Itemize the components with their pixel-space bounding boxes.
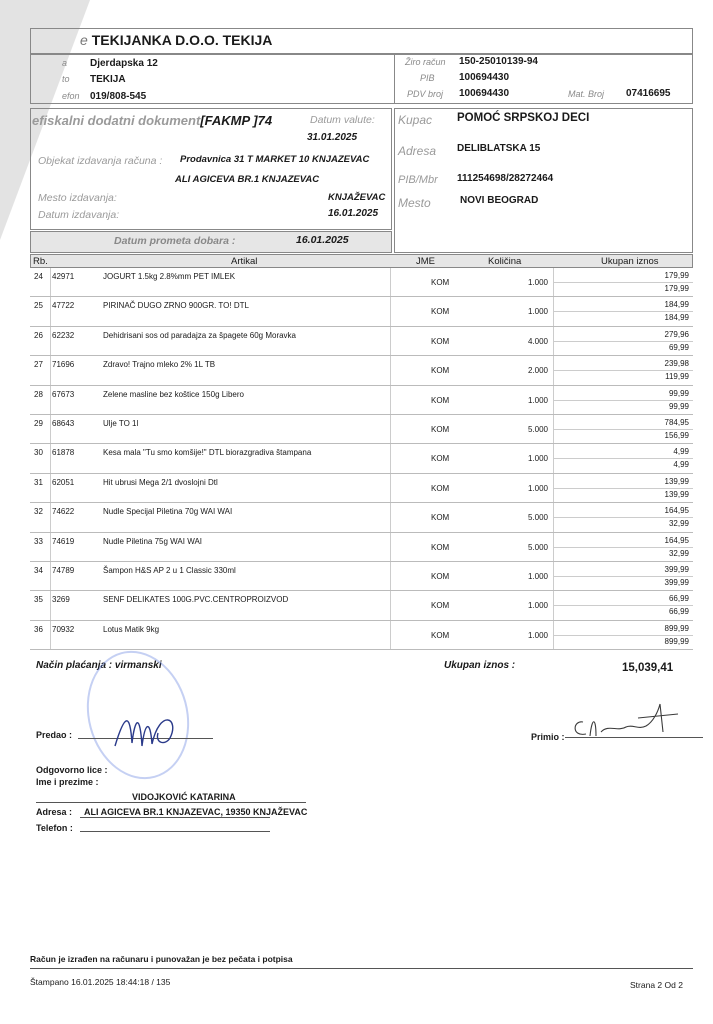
- row-divider: [553, 605, 693, 606]
- row-number: 31: [34, 477, 43, 487]
- telefon-label: Telefon :: [36, 823, 73, 833]
- odgovorno-label: Odgovorno lice :: [36, 765, 108, 775]
- item-amount: 139,99: [664, 476, 689, 486]
- buyer-pib-label: PIB/Mbr: [398, 174, 438, 186]
- print-timestamp: Štampano 16.01.2025 18:44:18 / 135: [30, 977, 171, 987]
- company-mb: 07416695: [626, 88, 671, 99]
- table-row: [30, 268, 693, 297]
- item-unit-price: 66,99: [668, 607, 689, 617]
- item-name: Lotus Matik 9kg: [103, 624, 160, 634]
- item-quantity: 1.000: [527, 278, 548, 287]
- mb-label: Mat. Broj: [568, 89, 605, 99]
- account-number: 150-25010139-94: [459, 56, 538, 67]
- total-value: 15,039,41: [622, 662, 674, 674]
- item-amount: 99,99: [668, 388, 689, 398]
- total-label: Ukupan iznos :: [444, 660, 516, 671]
- item-code: 42971: [52, 272, 75, 281]
- row-divider: [553, 458, 693, 459]
- item-name: Zdravo! Trajno mleko 2% 1L TB: [103, 360, 216, 370]
- footer-note: Račun je izrađen na računaru i punovažan je bez pečata i potpisa: [30, 954, 293, 964]
- row-number: 30: [34, 448, 43, 458]
- item-name: Kesa mala "Tu smo komšije!" DTL biorazgradiva štampana: [103, 448, 312, 458]
- phone-label: efon: [62, 91, 80, 101]
- table-row: [30, 474, 693, 503]
- item-unit: KOM: [431, 630, 450, 640]
- row-number: 28: [34, 389, 43, 399]
- table-row: [30, 621, 693, 650]
- item-unit: KOM: [431, 366, 450, 376]
- page-number: Strana 2 Od 2: [630, 980, 683, 990]
- item-quantity: 1.000: [527, 307, 548, 317]
- table-row: [30, 503, 693, 532]
- row-divider: [50, 474, 51, 502]
- item-quantity: 2.000: [527, 366, 548, 376]
- col-iznos: Ukupan iznos: [601, 256, 659, 267]
- buyer-label: Kupac: [398, 113, 433, 127]
- item-amount: 4,99: [673, 447, 689, 457]
- item-name: SENF DELIKATES 100G.PVC.CENTROPROIZVOD: [103, 595, 289, 605]
- table-row: [30, 415, 693, 444]
- item-unit: KOM: [431, 513, 450, 523]
- company-city: TEKIJA: [90, 74, 126, 85]
- place-value: KNJAŽEVAC: [328, 192, 386, 203]
- company-name-text: TEKIJANKA D.O.O. TEKIJA: [91, 32, 273, 48]
- item-name: JOGURT 1.5kg 2.8%mm PET IMLEK: [103, 272, 236, 281]
- date-value: 16.01.2025: [328, 208, 379, 219]
- row-divider: [50, 533, 51, 561]
- place-label: Mesto izdavanja:: [38, 192, 117, 204]
- item-unit-price: 899,99: [664, 636, 689, 646]
- buyer-name: POMOĆ SRPSKOJ DECI: [457, 112, 590, 124]
- item-code: 74622: [52, 507, 75, 517]
- row-divider: [553, 635, 693, 636]
- item-amount: 66,99: [668, 594, 689, 604]
- row-number: 35: [34, 595, 43, 605]
- document-number: [FAKMP ]74: [200, 113, 273, 128]
- row-number: 29: [34, 419, 43, 428]
- item-unit-price: 156,99: [664, 431, 689, 440]
- item-amount: 164,95: [664, 506, 689, 516]
- item-unit-price: 119,99: [665, 372, 689, 382]
- item-amount: 184,99: [664, 300, 689, 310]
- item-amount: 164,95: [664, 535, 689, 545]
- item-amount: 399,99: [664, 565, 689, 574]
- item-name: Dehidrisani sos od paradajza za špagete 60g Moravka: [103, 330, 297, 340]
- table-header: [30, 254, 693, 268]
- item-unit: KOM: [431, 307, 450, 317]
- item-code: 61878: [52, 448, 75, 458]
- pdv-label: PDV broj: [407, 89, 444, 99]
- item-name: Nudle Piletina 75g WAI WAI: [103, 536, 203, 546]
- row-divider: [50, 297, 51, 325]
- item-amount: 279,96: [664, 329, 689, 339]
- item-unit-price: 69,99: [668, 342, 689, 352]
- item-code: 67673: [52, 389, 75, 399]
- item-quantity: 1.000: [527, 483, 548, 493]
- responsible-person: VIDOJKOVIĆ KATARINA: [132, 792, 236, 802]
- buyer-address-label: Adresa: [398, 144, 437, 158]
- item-code: 74789: [52, 566, 75, 575]
- row-divider: [50, 268, 51, 296]
- item-unit: KOM: [431, 395, 450, 405]
- buyer-place-label: Mesto: [398, 196, 431, 210]
- item-unit: KOM: [431, 483, 450, 493]
- item-unit: KOM: [431, 454, 450, 464]
- col-rb: Rb.: [33, 256, 48, 267]
- buyer-address: DELIBLATSKA 15: [457, 143, 541, 154]
- row-divider: [50, 444, 51, 472]
- item-unit-price: 32,99: [668, 519, 689, 529]
- row-divider: [50, 591, 51, 619]
- item-quantity: 5.000: [527, 542, 548, 552]
- object-line1: Prodavnica 31 T MARKET 10 KNJAZEVAC: [180, 154, 370, 165]
- table-row: [30, 591, 693, 620]
- item-code: 62051: [52, 477, 75, 487]
- item-unit: KOM: [431, 601, 450, 611]
- row-divider: [553, 517, 693, 518]
- row-divider: [553, 488, 693, 489]
- item-code: 71696: [52, 360, 75, 370]
- item-amount: 179,99: [664, 271, 689, 280]
- item-code: 47722: [52, 301, 75, 311]
- row-divider: [553, 429, 693, 430]
- table-row: [30, 562, 693, 591]
- valuta-date: 31.01.2025: [307, 132, 358, 143]
- ime-prezime-label: Ime i prezime :: [36, 777, 99, 787]
- row-divider: [553, 370, 693, 371]
- company-name-prefix: e: [80, 32, 88, 48]
- account-label: Žiro račun: [405, 57, 446, 67]
- item-code: 70932: [52, 624, 75, 634]
- company-pib: 100694430: [459, 72, 510, 83]
- company-name: [80, 32, 272, 48]
- row-number: 32: [34, 507, 43, 517]
- col-artikal: Artikal: [231, 256, 258, 267]
- address-label: a: [62, 58, 68, 68]
- row-number: 27: [34, 360, 43, 370]
- item-quantity: 4.000: [527, 336, 548, 346]
- item-unit-price: 4,99: [673, 460, 689, 470]
- table-row: [30, 444, 693, 473]
- table-row: [30, 386, 693, 415]
- table-row: [30, 356, 693, 385]
- item-name: PIRINAČ DUGO ZRNO 900GR. TO! DTL: [103, 301, 249, 311]
- date-label: Datum izdavanja:: [38, 209, 120, 221]
- document-title-prefix: efiskalni dodatni dokument: [32, 113, 201, 128]
- item-code: 68643: [52, 419, 75, 428]
- item-quantity: 1.000: [527, 395, 548, 405]
- item-amount: 899,99: [664, 623, 689, 633]
- predao-label: Predao :: [36, 730, 73, 740]
- row-number: 34: [34, 566, 43, 575]
- payment-label: Način plaćanja :: [36, 660, 113, 671]
- row-number: 33: [34, 536, 43, 546]
- company-phone: 019/808-545: [90, 91, 147, 102]
- item-name: Šampon H&S AP 2 u 1 Classic 330ml: [103, 566, 236, 575]
- row-number: 36: [34, 624, 43, 634]
- row-number: 24: [34, 272, 43, 281]
- adresa-label: Adresa :: [36, 807, 73, 817]
- item-code: 3269: [52, 595, 70, 605]
- item-quantity: 1.000: [527, 454, 548, 464]
- item-name: Ulje TO 1l: [103, 419, 139, 428]
- item-quantity: 5.000: [527, 513, 548, 523]
- payment-value: virmanski: [114, 660, 162, 671]
- col-kolicina: Količina: [488, 256, 522, 267]
- row-divider: [50, 503, 51, 531]
- item-unit-price: 99,99: [668, 401, 689, 411]
- item-unit-price: 32,99: [668, 548, 689, 558]
- buyer-place: NOVI BEOGRAD: [460, 195, 539, 206]
- row-divider: [553, 576, 693, 577]
- table-row: [30, 533, 693, 562]
- adresa-value: ALI AGICEVA BR.1 KNJAZEVAC, 19350 KNJAŽEVAC: [84, 807, 308, 817]
- row-divider: [50, 415, 51, 443]
- item-name: Hit ubrusi Mega 2/1 dvoslojni Dtl: [103, 477, 218, 487]
- buyer-pib: 111254698/28272464: [457, 173, 554, 184]
- item-unit-price: 179,99: [664, 284, 689, 293]
- row-number: 26: [34, 330, 43, 340]
- table-row: [30, 327, 693, 356]
- item-unit: KOM: [431, 542, 450, 552]
- row-divider: [553, 311, 693, 312]
- row-divider: [553, 341, 693, 342]
- signature-predao: [110, 708, 190, 753]
- signature-primio: [568, 702, 688, 742]
- item-code: 74619: [52, 536, 75, 546]
- col-jme: JME: [416, 256, 435, 267]
- object-label: Objekat izdavanja računa :: [38, 155, 163, 167]
- item-unit: KOM: [431, 336, 450, 346]
- row-divider: [50, 621, 51, 649]
- item-quantity: 1.000: [527, 572, 548, 581]
- item-quantity: 1.000: [527, 601, 548, 611]
- city-label: to: [62, 74, 70, 84]
- item-amount: 784,95: [664, 418, 689, 427]
- item-unit: KOM: [431, 278, 450, 287]
- item-unit-price: 399,99: [664, 578, 689, 587]
- turnover-label: Datum prometa dobara :: [114, 235, 236, 247]
- table-row: [30, 297, 693, 326]
- primio-label: Primio :: [531, 732, 565, 742]
- document-title: [32, 113, 272, 128]
- item-quantity: 1.000: [527, 630, 548, 640]
- company-address: Djerdapska 12: [90, 58, 158, 69]
- row-divider: [50, 356, 51, 384]
- company-pdv: 100694430: [459, 88, 510, 99]
- row-number: 25: [34, 301, 43, 311]
- item-unit-price: 184,99: [664, 313, 689, 323]
- item-name: Nudle Specijal Piletina 70g WAI WAI: [103, 507, 233, 517]
- valuta-label: Datum valute:: [310, 114, 375, 126]
- turnover-date: 16.01.2025: [296, 234, 349, 246]
- object-line2: ALI AGICEVA BR.1 KNJAZEVAC: [175, 174, 320, 185]
- row-divider: [553, 400, 693, 401]
- item-unit: KOM: [431, 425, 450, 434]
- item-name: Zelene masline bez koštice 150g Libero: [103, 389, 244, 399]
- row-divider: [50, 562, 51, 590]
- item-code: 62232: [52, 330, 75, 340]
- row-divider: [553, 547, 693, 548]
- item-amount: 239,98: [664, 359, 689, 369]
- item-unit-price: 139,99: [664, 489, 689, 499]
- row-divider: [50, 386, 51, 414]
- item-quantity: 5.000: [527, 425, 548, 434]
- item-unit: KOM: [431, 572, 450, 581]
- row-divider: [50, 327, 51, 355]
- row-divider: [553, 282, 693, 283]
- pib-label: PIB: [420, 73, 435, 83]
